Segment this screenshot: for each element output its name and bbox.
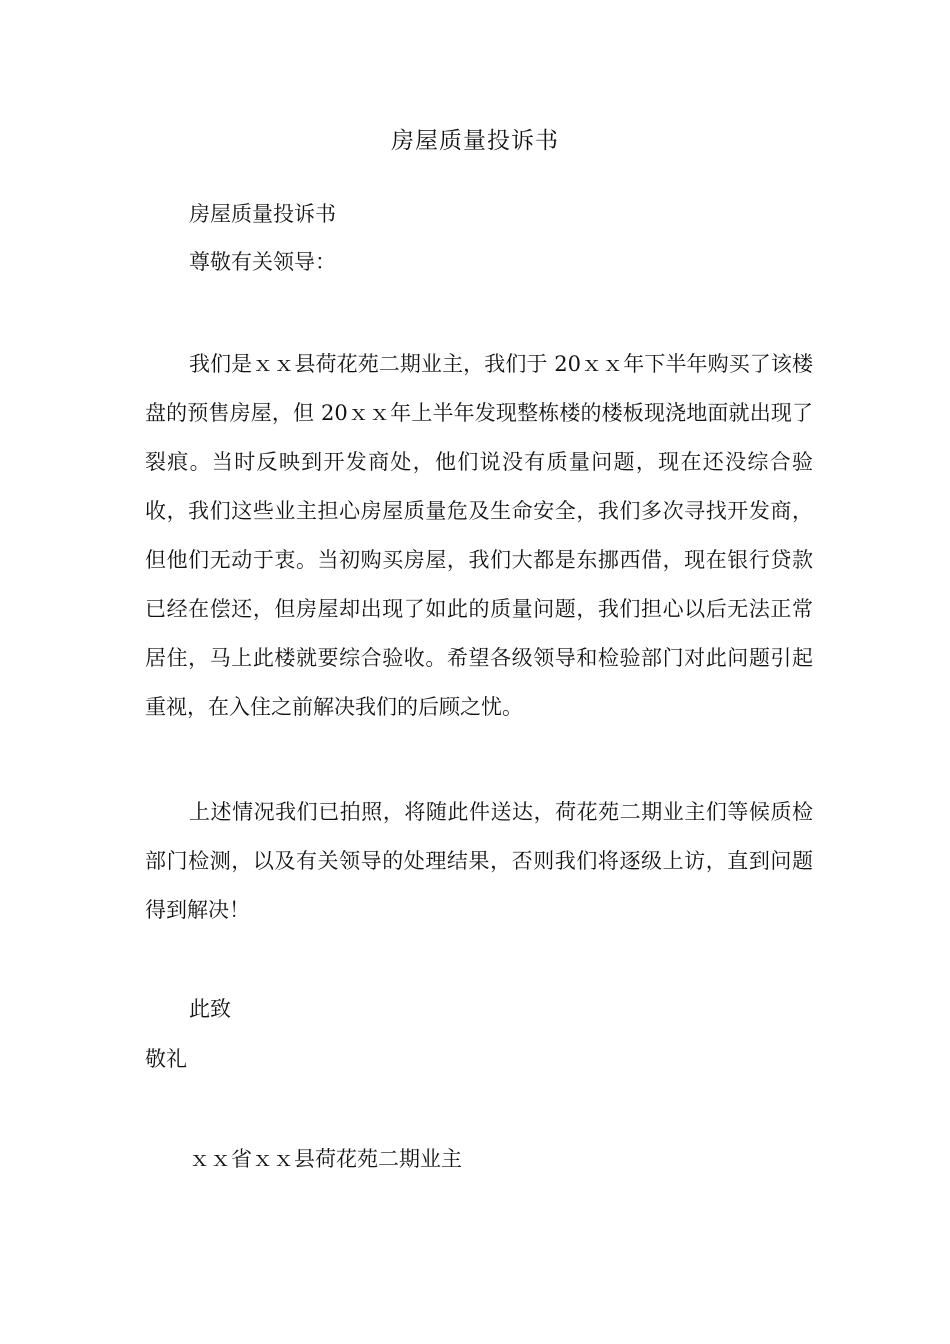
closing-line-2: 敬礼 (145, 1047, 187, 1071)
page-title: 房屋质量投诉书 (391, 128, 559, 154)
body-paragraph-1: 我们是ｘｘ县荷花苑二期业主，我们于 20ｘｘ年下半年购买了该楼盘的预售房屋，但 20ｘｘ年上半年发现整栋楼的楼板现浇地面就出现了裂痕。当时反映到开发商处，他们说没有质量问题，现在还没综合验收，我们这些业主担心房屋质量危及生命安全，我们多次寻找开发商，但他们无动于衷。当初购买房屋，我们大都是东挪西借，现在银行贷款已经在偿还，但房屋却出现了如此的质量问题，我们担心以后无法正常居住，马上此楼就要综合验收。希望各级领导和检验部门对此问题引起重视，在入住之前解决我们的后顾之忧。 (145, 352, 813, 719)
body-paragraph-2: 上述情况我们已拍照，将随此件送达，荷花苑二期业主们等候质检部门检测，以及有关领导的处理结果，否则我们将逐级上访，直到问题得到解决！ (145, 800, 813, 922)
closing-line-1: 此致 (189, 997, 231, 1021)
document-subtitle: 房屋质量投诉书 (189, 202, 336, 226)
signature: ｘｘ省ｘｘ县荷花苑二期业主 (189, 1147, 462, 1171)
salutation: 尊敬有关领导： (189, 250, 336, 274)
